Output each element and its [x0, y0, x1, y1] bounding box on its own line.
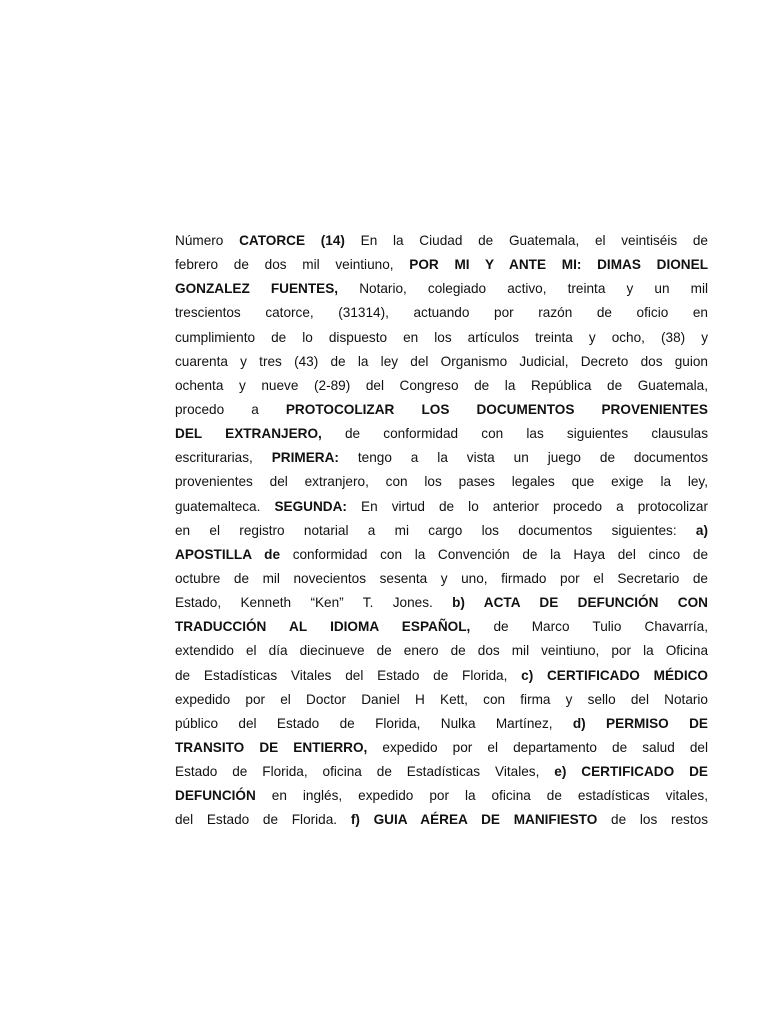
- text-line: [175, 519, 708, 543]
- bold-text-run: TRANSITO DE ENTIERRO,: [175, 739, 368, 755]
- bold-text-run: POR MI Y ANTE MI: DIMAS DIONEL: [409, 257, 708, 273]
- text-line: [175, 422, 708, 446]
- text-line: [175, 664, 708, 688]
- text-run: expedido por el departamento de salud del: [367, 739, 708, 755]
- bold-text-run: GONZALEZ FUENTES,: [175, 281, 339, 297]
- bold-text-run: d) PERMISO DE: [572, 715, 708, 731]
- text-line: [175, 712, 708, 736]
- text-run: En virtud de lo anterior procedo a protocolizar: [346, 498, 709, 514]
- text-run: de Marco Tulio Chavarría,: [470, 619, 709, 635]
- text-run: Estado de Florida, oficina de Estadísticas Vitales,: [175, 764, 555, 780]
- text-run: provenientes del extranjero, con los pases legales que exige la ley,: [175, 474, 708, 490]
- text-line: [175, 229, 708, 253]
- bold-text-run: CATORCE (14): [239, 233, 345, 248]
- text-line: [175, 374, 708, 398]
- text-run: del Estado de Florida.: [175, 812, 351, 828]
- text-run: Número: [175, 233, 240, 248]
- text-run: octubre de mil novecientos sesenta y uno, firmado por el Secretario de: [175, 570, 708, 586]
- text-run: extendido el día diecinueve de enero de dos mil veintiuno, por la Oficina: [175, 643, 708, 659]
- text-line: [175, 326, 708, 350]
- text-line: [175, 446, 708, 470]
- text-run: febrero de dos mil veintiuno,: [175, 257, 410, 273]
- text-line: [175, 567, 708, 591]
- text-run: procedo a: [175, 401, 286, 417]
- text-line: [175, 760, 708, 784]
- text-run: trescientos catorce, (31314), actuando por razón de oficio en: [175, 305, 708, 321]
- text-run: cuarenta y tres (43) de la ley del Organismo Judicial, Decreto dos guion: [175, 353, 708, 369]
- text-line: [175, 277, 708, 301]
- document-body: [175, 229, 708, 833]
- text-run: conformidad con la Convención de la Haya del cinco de: [280, 546, 709, 562]
- bold-text-run: PROTOCOLIZAR LOS DOCUMENTOS PROVENIENTES: [285, 401, 708, 417]
- text-run: tengo a la vista un juego de documentos: [338, 450, 708, 466]
- bold-text-run: DEL EXTRANJERO,: [175, 426, 322, 442]
- bold-text-run: PRIMERA:: [271, 450, 339, 466]
- text-run: de Estadísticas Vitales del Estado de Florida,: [175, 667, 522, 683]
- text-run: expedido por el Doctor Daniel H Kett, con firma y sello del Notario: [175, 691, 708, 707]
- text-line: [175, 543, 708, 567]
- text-line: [175, 591, 708, 615]
- text-run: público del Estado de Florida, Nulka Martínez,: [175, 715, 573, 731]
- text-run: de los restos: [597, 812, 708, 828]
- bold-text-run: APOSTILLA de: [175, 546, 281, 562]
- text-line: [175, 808, 708, 832]
- text-line: [175, 398, 708, 422]
- bold-text-run: DEFUNCIÓN: [175, 788, 256, 804]
- text-line: [175, 301, 708, 325]
- text-line: [175, 615, 708, 639]
- text-line: [175, 350, 708, 374]
- text-line: [175, 688, 708, 712]
- text-line: [175, 736, 708, 760]
- text-run: escriturarias,: [175, 450, 272, 466]
- bold-text-run: TRADUCCIÓN AL IDIOMA ESPAÑOL,: [175, 619, 471, 635]
- text-run: en inglés, expedido por la oficina de estadísticas vitales,: [255, 788, 708, 804]
- text-line: [175, 470, 708, 494]
- text-run: de conformidad con las siguientes clausulas: [321, 426, 709, 442]
- bold-text-run: f) GUIA AÉREA DE MANIFIESTO: [350, 812, 598, 828]
- text-run: Notario, colegiado activo, treinta y un mil: [338, 281, 708, 297]
- text-run: guatemalteca.: [175, 498, 275, 514]
- text-line: [175, 639, 708, 663]
- bold-text-run: c) CERTIFICADO MÉDICO: [521, 667, 708, 683]
- text-line: [175, 253, 708, 277]
- text-run: Estado, Kenneth “Ken” T. Jones.: [175, 595, 453, 611]
- bold-text-run: e) CERTIFICADO DE: [554, 764, 708, 780]
- text-line: [175, 784, 708, 808]
- text-run: cumplimiento de lo dispuesto en los artículos treinta y ocho, (38) y: [175, 329, 708, 345]
- text-run: En la Ciudad de Guatemala, el veintiséis de: [344, 233, 708, 248]
- bold-text-run: b) ACTA DE DEFUNCIÓN CON: [452, 595, 708, 611]
- text-line: [175, 495, 708, 519]
- bold-text-run: SEGUNDA:: [274, 498, 347, 514]
- bold-text-run: a): [695, 522, 708, 538]
- text-run: ochenta y nueve (2-89) del Congreso de la República de Guatemala,: [175, 377, 708, 393]
- text-run: en el registro notarial a mi cargo los documentos siguientes:: [175, 522, 696, 538]
